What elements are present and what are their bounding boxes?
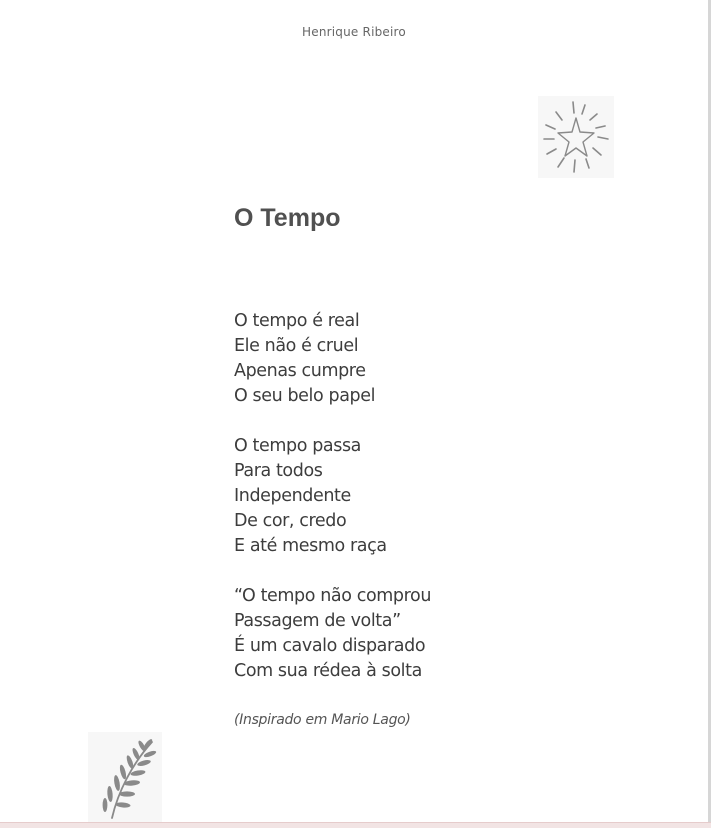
poem-line: Passagem de volta”	[234, 611, 401, 631]
poem-line: De cor, credo	[234, 511, 347, 531]
stanza	[234, 309, 431, 409]
sparkle-star-icon	[538, 96, 614, 178]
poem-line: Independente	[234, 486, 351, 506]
poem-line: E até mesmo raça	[234, 536, 387, 556]
poem-line: Apenas cumpre	[234, 361, 366, 381]
poem-line: Com sua rédea à solta	[234, 661, 422, 681]
poem-line: O tempo passa	[234, 436, 361, 456]
poem-body	[234, 309, 431, 709]
leaf-branch-icon	[88, 732, 162, 822]
poem-credit: (Inspirado em Mario Lago)	[234, 712, 411, 728]
poem-line: O tempo é real	[234, 311, 360, 331]
poem-line: Ele não é cruel	[234, 336, 359, 356]
poem-line: O seu belo papel	[234, 386, 376, 406]
sparkle-star-decoration	[538, 96, 614, 178]
poem-line: É um cavalo disparado	[234, 636, 426, 656]
poem-title: O Tempo	[234, 204, 341, 232]
poem-line: Para todos	[234, 461, 323, 481]
author-name: Henrique Ribeiro	[302, 25, 406, 39]
stanza	[234, 584, 431, 684]
poem-line: “O tempo não comprou	[234, 586, 432, 606]
page-bottom-edge	[0, 822, 711, 828]
stanza	[234, 434, 431, 559]
leaf-branch-decoration	[88, 732, 162, 822]
